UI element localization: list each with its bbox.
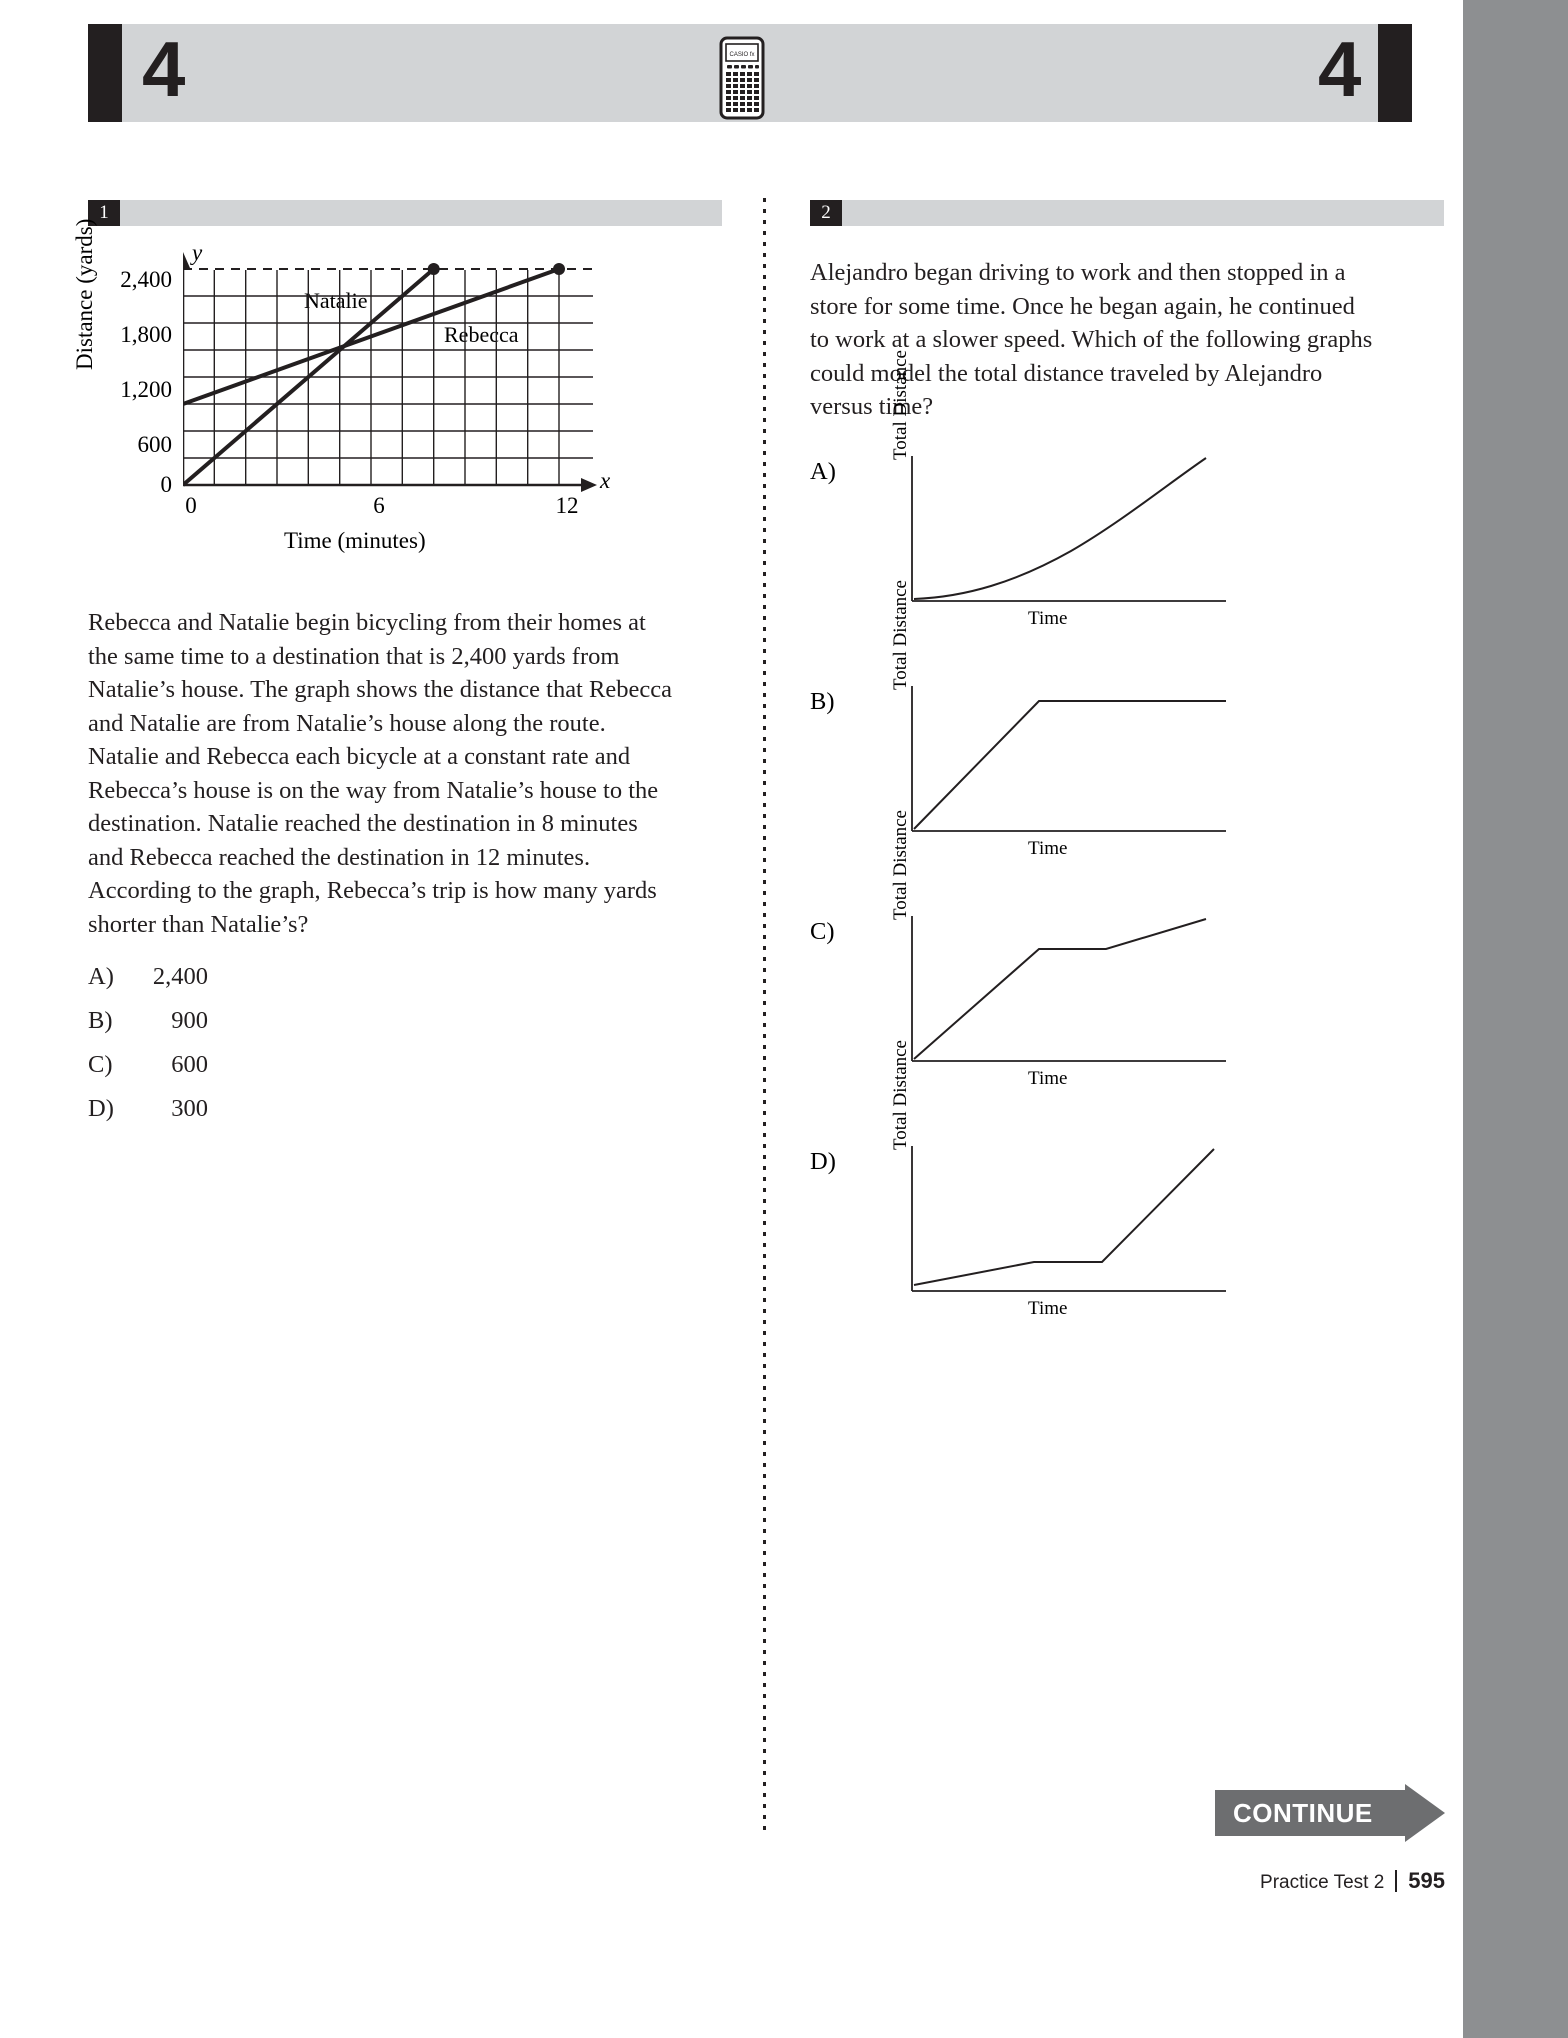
x-axis-label: Time (minutes) — [284, 528, 426, 553]
option-c-y-axis-label: Total Distance — [890, 809, 911, 920]
question-1-column — [72, 200, 728, 1131]
choice-d-value: 300 — [171, 1095, 208, 1122]
choice-c[interactable] — [88, 1043, 728, 1087]
option-b-graph — [906, 686, 1236, 846]
choice-b-value: 900 — [171, 1007, 208, 1034]
option-a-label: A) — [810, 457, 836, 485]
x-tick-0: 0 — [185, 493, 197, 518]
option-c-label: C) — [810, 917, 835, 945]
question-2-text: Alejandro began driving to work and then stopped in a store for some time. Once he began again, he continued to work at a slower speed. Which of the following graphs could model the total distance traveled by Alejandro versus time? — [810, 259, 1373, 420]
option-a-y-axis-label: Total Distance — [890, 349, 911, 460]
page-footer — [1150, 1868, 1445, 1894]
option-c-graph — [906, 916, 1236, 1076]
question-2-column — [810, 200, 1410, 1332]
question-1-banner — [88, 200, 722, 226]
series-label-natalie: Natalie — [300, 288, 372, 314]
column-divider — [763, 198, 766, 1830]
option-d-label: D) — [810, 1147, 836, 1175]
option-a-x-axis-label: Time — [1028, 607, 1068, 629]
option-d-block[interactable] — [810, 1039, 1410, 1332]
section-number-right: 4 — [1318, 25, 1362, 113]
question-1-text: Rebecca and Natalie begin bicycling from their homes at the same time to a destination that is 2,400 yards from Natalie’s house. The graph shows the distance that Rebecca and Natalie are from Natalie’s house along the route. Natalie and Rebecca each bicycle at a constant rate and Rebecca’s house is on the way from Natalie’s house to the destination. Natalie reached the destination in 8 minutes and Rebecca reached the destination in 12 minutes. According to the graph, Rebecca’s trip is how many yards shorter than Natalie’s? — [88, 609, 672, 938]
option-b-label: B) — [810, 687, 835, 715]
header-right-bar — [1378, 24, 1412, 122]
continue-banner — [1215, 1790, 1445, 1836]
x-tick-6: 6 — [373, 493, 385, 518]
option-a-graph — [906, 456, 1236, 616]
option-c-x-axis-label: Time — [1028, 1067, 1068, 1089]
continue-label: CONTINUE — [1233, 1798, 1373, 1828]
question-2-number: 2 — [810, 200, 842, 226]
choice-d[interactable] — [88, 1087, 728, 1131]
header-left-bar — [88, 24, 122, 122]
svg-text:CASIO fx: CASIO fx — [729, 52, 755, 58]
choice-b[interactable] — [88, 999, 728, 1043]
question-1-figure — [72, 218, 728, 570]
choice-a[interactable] — [88, 955, 728, 999]
choice-d-label: D) — [88, 1095, 114, 1122]
option-b-y-axis-label: Total Distance — [890, 579, 911, 690]
y-tick-600: 600 — [137, 432, 172, 457]
question-1-choices — [88, 955, 728, 1131]
choice-c-value: 600 — [171, 1051, 208, 1078]
option-d-y-axis-label: Total Distance — [890, 1039, 911, 1150]
choice-a-label: A) — [88, 963, 114, 990]
y-axis-label: Distance (yards) — [72, 218, 97, 370]
question-1-number: 1 — [88, 200, 120, 226]
y-tick-2400: 2,400 — [120, 267, 172, 292]
footer-test-name: Practice Test 2 — [1260, 1872, 1385, 1893]
y-tick-1800: 1,800 — [120, 322, 172, 347]
x-tick-12: 12 — [555, 493, 579, 518]
option-d-graph — [906, 1146, 1236, 1306]
x-axis-variable: x — [600, 468, 611, 493]
right-margin-strip — [1463, 0, 1568, 2038]
y-tick-1200: 1,200 — [120, 377, 172, 402]
option-d-x-axis-label: Time — [1028, 1297, 1068, 1319]
right-margin-white — [1419, 0, 1463, 2038]
choice-a-value: 2,400 — [152, 963, 208, 990]
series-label-rebecca: Rebecca — [440, 322, 523, 348]
option-b-x-axis-label: Time — [1028, 837, 1068, 859]
section-number-left: 4 — [142, 25, 186, 113]
choice-c-label: C) — [88, 1051, 113, 1078]
y-tick-0: 0 — [160, 472, 172, 497]
calculator-icon — [719, 36, 765, 120]
continue-arrow-icon — [1405, 1784, 1445, 1842]
choice-b-label: B) — [88, 1007, 113, 1034]
y-axis-variable: y — [192, 240, 203, 265]
question-2-banner — [810, 200, 1444, 226]
footer-page-number: 595 — [1408, 1868, 1445, 1893]
footer-separator — [1395, 1870, 1397, 1892]
q1-plot — [183, 252, 603, 502]
